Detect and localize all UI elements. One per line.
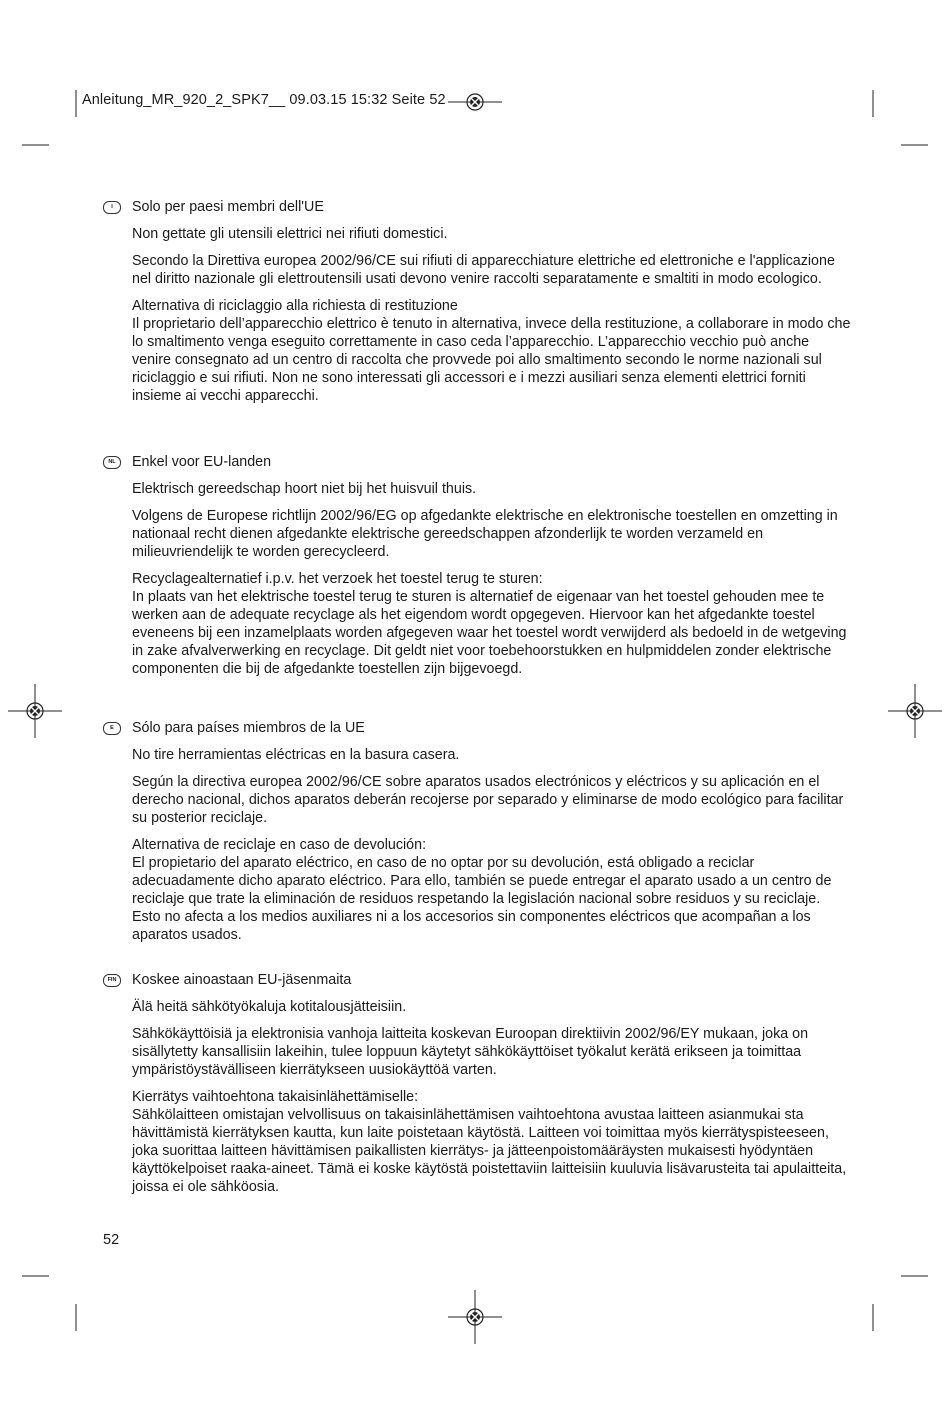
section-heading: Solo per paesi membri dell'UE bbox=[132, 199, 324, 215]
language-badge-icon: NL bbox=[103, 456, 121, 469]
section-subheading: Alternativa di riciclaggio alla richiesta di restituzione bbox=[132, 298, 458, 314]
section-heading: Enkel voor EU-landen bbox=[132, 454, 272, 470]
section-subheading: Alternativa de reciclaje en caso de devolución: bbox=[132, 837, 427, 853]
section-finnish bbox=[107, 971, 852, 1205]
registration-target-icon bbox=[907, 703, 923, 719]
section-paragraph: Secondo la Direttiva europea 2002/96/CE sui rifiuti di apparecchiature elettriche ed elettroniche e l'applicazione nel diritto nazionale gli elettroutensili usati devono venire raccolti separatamente e smaltiti in modo ecologico. bbox=[132, 253, 835, 287]
section-paragraph: Älä heitä sähkötyökaluja kotitalousjätteisiin. bbox=[132, 999, 407, 1015]
section-paragraph: Non gettate gli utensili elettrici nei rifiuti domestici. bbox=[132, 226, 448, 242]
section-paragraph: El propietario del aparato eléctrico, en caso de no optar por su devolución, está obligado a reciclar adecuadamente dicho aparato eléctrico. Para ello, también se puede entregar el aparato usado a un centro de reciclaje que trate la eliminación de residuos respetando la legislación nacional sobre residuos y su reciclaje. Esto no afecta a los medios auxiliares ni a los accesorios sin componentes eléctricos que acompañan a los aparatos usados. bbox=[132, 855, 832, 943]
section-spanish bbox=[110, 719, 852, 953]
section-paragraph: Sähkökäyttöisiä ja elektronisia vanhoja laitteita koskevan Euroopan direktiivin 2002/96/EY mukaan, joka on sisällytetty kansallisiin lakeihin, tulee loppuun käytetyt sähkökäyttöiset työkalut kerätä erikseen ja toimittaa ympäristöystävälliseen kierrätykseen uusiokäyttöä varten. bbox=[132, 1026, 809, 1078]
language-badge-icon: I bbox=[103, 201, 121, 214]
section-paragraph: Según la directiva europea 2002/96/CE sobre aparatos usados electrónicos y eléctricos y su aplicación en el derecho nacional, dichos aparatos deberán recojerse por separado y eliminarse de modo ecológico para facilitar su posterior reciclaje. bbox=[132, 774, 844, 826]
section-paragraph: Elektrisch gereedschap hoort niet bij het huisvuil thuis. bbox=[132, 481, 477, 497]
section-paragraph: No tire herramientas eléctricas en la basura casera. bbox=[132, 747, 460, 763]
section-subheading: Kierrätys vaihtoehtona takaisinlähettämiselle: bbox=[132, 1089, 419, 1105]
registration-target-icon bbox=[27, 703, 43, 719]
section-dutch bbox=[108, 453, 852, 687]
section-paragraph: Sähkölaitteen omistajan velvollisuus on takaisinlähettämisen vaihtoehtona avustaa laitteen asianmukai sta hävittämistä kierrätyksen kautta, kun laite poistetaan käytöstä. Laitteen voi toimittaa myös kierrätyspisteeseen, joka suorittaa laitteen hävittämisen paikallisten kierrätys- ja jätteenpoistomääräysten mukaisesti hyödyntäen käyttökelpoiset raaka-aineet. Tämä ei koske käytöstä poistettaviin laitteisiin kuuluvia lisävarusteita tai apulaitteita, joissa ei ole sähköosia. bbox=[132, 1107, 851, 1195]
section-subheading: Recyclagealternatief i.p.v. het verzoek het toestel terug te sturen: bbox=[132, 571, 543, 587]
section-heading: Koskee ainoastaan EU-jäsenmaita bbox=[132, 972, 352, 988]
registration-target-icon bbox=[467, 94, 483, 110]
print-slug: Anleitung_MR_920_2_SPK7__ 09.03.15 15:32 Seite 52 bbox=[82, 92, 446, 108]
page-number: 52 bbox=[103, 1232, 120, 1248]
section-italian bbox=[111, 198, 852, 414]
language-badge-icon: E bbox=[103, 722, 121, 735]
section-paragraph: Il proprietario dell’apparecchio elettrico è tenuto in alternativa, invece della restituzione, a collaborare in modo che lo smaltimento venga eseguito correttamente in caso ceda l’apparecchio. L’apparecchio vecchio può anche venire consegnato ad un centro di raccolta che provvede poi allo smaltimento secondo le norme nazionali sul riciclaggio e sui rifiuti. Non ne sono interessati gli accessori e i mezzi ausiliari senza elementi elettrici forniti insieme ai vecchi apparecchi. bbox=[132, 316, 851, 404]
section-paragraph: In plaats van het elektrische toestel terug te sturen is alternatief de eigenaar van het toestel gehouden mee te werken aan de adequate recyclage als het eigendom wordt opgegeven. Hiervoor kan het afgedankte toestel eveneens bij een inzamelplaats worden afgegeven waar het toestel wordt verwijderd als bedoeld in de wetgeving in zake afvalverwerking en recyclage. Dit geldt niet voor toebehoorstukken en hulpmiddelen zonder elektrische componenten die bij de afgedankte toestellen zijn bijgevoegd. bbox=[132, 589, 847, 677]
section-heading: Sólo para países miembros de la UE bbox=[132, 720, 365, 736]
registration-target-icon bbox=[467, 1309, 483, 1325]
section-paragraph: Volgens de Europese richtlijn 2002/96/EG op afgedankte elektrische en elektronische toestellen en omzetting in nationaal recht dienen afgedankte elektrische gereedschappen afzonderlijk te worden verzameld en milieuvriendelijk te worden gerecycleerd. bbox=[132, 508, 838, 560]
language-badge-icon: FIN bbox=[103, 974, 121, 987]
